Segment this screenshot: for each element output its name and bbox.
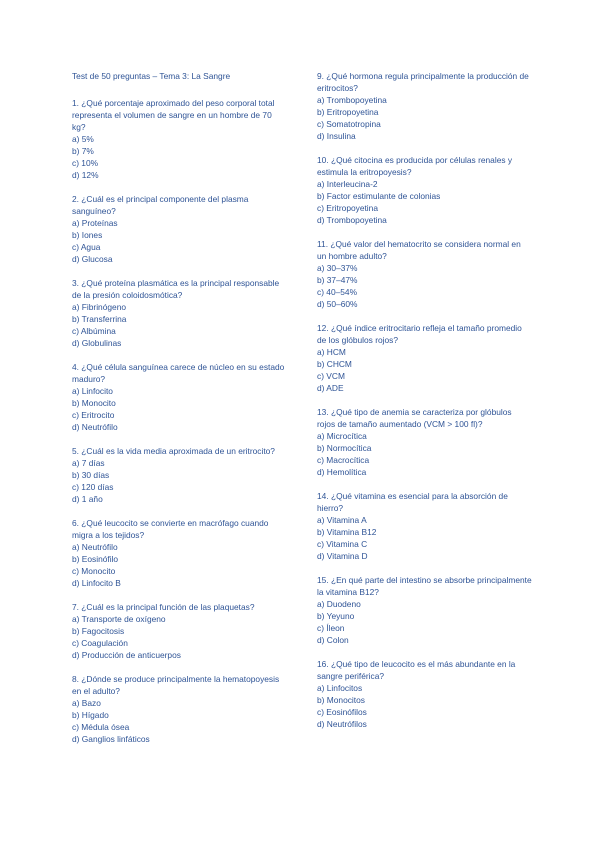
answer-option: d) Glucosa — [72, 254, 113, 264]
answer-option: c) Somatotropina — [317, 119, 381, 129]
answer-option: d) 50–60% — [317, 299, 358, 309]
answer-option: d) Globulinas — [72, 338, 122, 348]
answer-option: d) Hemolítica — [317, 467, 367, 477]
answer-option: d) Linfocito B — [72, 578, 121, 588]
question-text: 7. ¿Cuál es la principal función de las plaquetas? — [72, 602, 255, 612]
answer-option: d) Colon — [317, 635, 349, 645]
question-text: 9. ¿Qué hormona regula principalmente la producción de eritrocitos? — [317, 71, 529, 93]
answer-option: c) Agua — [72, 242, 101, 252]
question-text: 8. ¿Dónde se produce principalmente la hematopoyesis en el adulto? — [72, 674, 280, 696]
question-text: 10. ¿Qué citocina es producida por células renales y estimula la eritropoyesis? — [317, 155, 513, 177]
left-column — [72, 70, 287, 757]
answer-option: c) Vitamina C — [317, 539, 368, 549]
question-block — [72, 673, 287, 745]
question-block — [72, 601, 287, 661]
answer-option: b) 7% — [72, 146, 94, 156]
answer-option: b) 37–47% — [317, 275, 358, 285]
answer-option: a) Duodeno — [317, 599, 361, 609]
answer-option: a) 7 días — [72, 458, 105, 468]
question-block — [72, 193, 287, 265]
question-block — [72, 97, 287, 181]
question-block — [72, 277, 287, 349]
answer-option: b) Monocito — [72, 398, 116, 408]
question-text: 16. ¿Qué tipo de leucocito es el más abundante en la sangre periférica? — [317, 659, 516, 681]
answer-option: a) Microcítica — [317, 431, 367, 441]
question-text: 11. ¿Qué valor del hematocrito se considera normal en un hombre adulto? — [317, 239, 521, 261]
answer-option: b) Iones — [72, 230, 103, 240]
answer-option: b) Yeyuno — [317, 611, 355, 621]
question-text: 13. ¿Qué tipo de anemia se caracteriza por glóbulos rojos de tamaño aumentado (VCM > 100 fl)? — [317, 407, 512, 429]
question-text: 12. ¿Qué índice eritrocitario refleja el tamaño promedio de los glóbulos rojos? — [317, 323, 522, 345]
answer-option: a) Trombopoyetina — [317, 95, 387, 105]
answer-option: b) 30 días — [72, 470, 110, 480]
answer-option: d) Producción de anticuerpos — [72, 650, 181, 660]
question-text: 4. ¿Qué célula sanguínea carece de núcleo en su estado maduro? — [72, 362, 285, 384]
answer-option: a) 5% — [72, 134, 94, 144]
answer-option: d) 1 año — [72, 494, 103, 504]
answer-option: a) Neutrófilo — [72, 542, 118, 552]
answer-option: d) Ganglios linfáticos — [72, 734, 150, 744]
answer-option: d) Trombopoyetina — [317, 215, 387, 225]
answer-option: a) Bazo — [72, 698, 101, 708]
answer-option: c) Macrocítica — [317, 455, 370, 465]
answer-option: c) Coagulación — [72, 638, 128, 648]
answer-option: c) Albúmina — [72, 326, 116, 336]
answer-option: a) Linfocitos — [317, 683, 363, 693]
question-text: 6. ¿Qué leucocito se convierte en macrófago cuando migra a los tejidos? — [72, 518, 269, 540]
answer-option: c) Eritrocito — [72, 410, 115, 420]
answer-option: d) 12% — [72, 170, 99, 180]
answer-option: b) Fagocitosis — [72, 626, 125, 636]
answer-option: b) Monocitos — [317, 695, 365, 705]
answer-option: c) Eritropoyetina — [317, 203, 378, 213]
answer-option: d) ADE — [317, 383, 344, 393]
question-block — [72, 445, 287, 505]
question-text: 3. ¿Qué proteína plasmática es la principal responsable de la presión coloidosmótica? — [72, 278, 280, 300]
question-block — [317, 238, 532, 310]
answer-option: d) Neutrófilo — [72, 422, 118, 432]
question-text: 14. ¿Qué vitamina es esencial para la absorción de hierro? — [317, 491, 508, 513]
question-block — [317, 490, 532, 562]
answer-option: a) Interleucina-2 — [317, 179, 378, 189]
answer-option: c) 10% — [72, 158, 99, 168]
answer-option: a) Proteínas — [72, 218, 118, 228]
question-block — [317, 154, 532, 226]
answer-option: c) Eosinófilos — [317, 707, 367, 717]
answer-option: c) Íleon — [317, 623, 345, 633]
question-block — [72, 361, 287, 433]
answer-option: d) Insulina — [317, 131, 356, 141]
answer-option: b) Eritropoyetina — [317, 107, 379, 117]
answer-option: b) Eosinófilo — [72, 554, 119, 564]
answer-option: b) CHCM — [317, 359, 352, 369]
answer-option: c) VCM — [317, 371, 345, 381]
answer-option: b) Vitamina B12 — [317, 527, 377, 537]
question-block — [317, 574, 532, 646]
document-title: Test de 50 preguntas – Tema 3: La Sangre — [72, 71, 231, 81]
question-block — [317, 406, 532, 478]
answer-option: d) Vitamina D — [317, 551, 368, 561]
answer-option: a) Vitamina A — [317, 515, 367, 525]
question-block — [317, 658, 532, 730]
answer-option: c) 120 días — [72, 482, 114, 492]
answer-option: a) 30–37% — [317, 263, 358, 273]
question-text: 5. ¿Cuál es la vida media aproximada de un eritrocito? — [72, 446, 275, 456]
right-column — [317, 70, 532, 742]
answer-option: b) Factor estimulante de colonias — [317, 191, 441, 201]
answer-option: c) 40–54% — [317, 287, 358, 297]
question-text: 1. ¿Qué porcentaje aproximado del peso corporal total representa el volumen de sangre en un hombre de 70 kg? — [72, 98, 275, 132]
answer-option: d) Neutrófilos — [317, 719, 367, 729]
answer-option: a) Fibrinógeno — [72, 302, 127, 312]
question-text: 2. ¿Cuál es el principal componente del plasma sanguíneo? — [72, 194, 249, 216]
question-block — [317, 70, 532, 142]
question-block — [317, 322, 532, 394]
answer-option: a) HCM — [317, 347, 346, 357]
answer-option: b) Hígado — [72, 710, 109, 720]
answer-option: a) Linfocito — [72, 386, 113, 396]
answer-option: b) Normocítica — [317, 443, 372, 453]
answer-option: a) Transporte de oxígeno — [72, 614, 166, 624]
answer-option: b) Transferrina — [72, 314, 127, 324]
question-block — [72, 517, 287, 589]
answer-option: c) Monocito — [72, 566, 116, 576]
answer-option: c) Médula ósea — [72, 722, 130, 732]
question-text: 15. ¿En qué parte del intestino se absorbe principalmente la vitamina B12? — [317, 575, 532, 597]
